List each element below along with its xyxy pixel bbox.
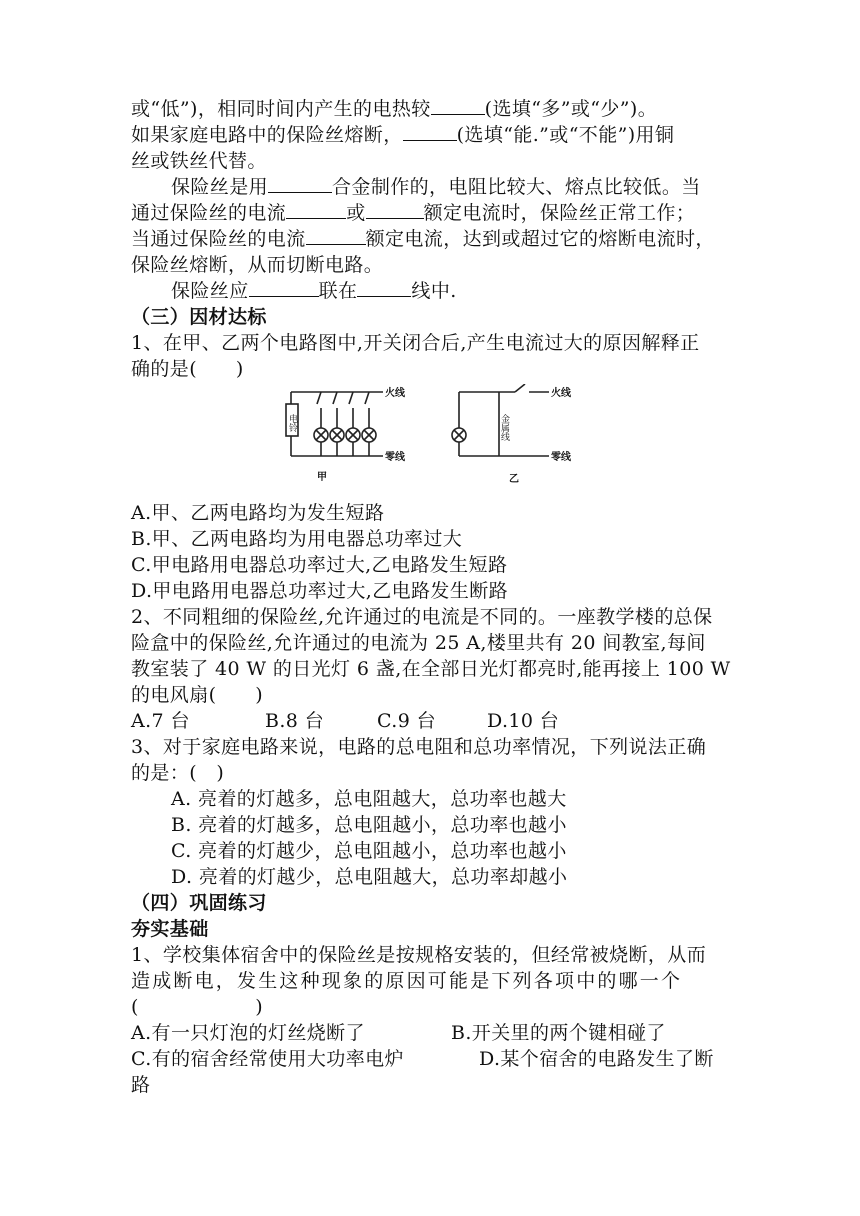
neutral-label-jia: 零线 (385, 452, 405, 463)
subsection-heading: 夯实基础 (131, 918, 209, 940)
blank (249, 278, 319, 297)
live-label-yi: 火线 (551, 388, 571, 399)
circuit-jia (286, 392, 383, 456)
option-continuation: 路 (131, 1074, 151, 1096)
question-text: 的是：( ) (131, 762, 225, 784)
question-text: 2、不同粗细的保险丝,允许通过的电流是不同的。一座教学楼的总保 (131, 606, 713, 628)
option: B.甲、乙两电路均为用电器总功率过大 (131, 528, 463, 550)
question-text: 造成断电，发生这种现象的原因可能是下列各项中的哪一个 (131, 970, 683, 992)
option: A.有一只灯泡的灯丝烧断了 (131, 1022, 365, 1044)
blank (431, 96, 485, 115)
section-heading: （三）因材达标 (131, 306, 267, 328)
text-line: 保险丝熔断，从而切断电路。 (131, 254, 384, 276)
option: D.某个宿舍的电路发生了断 (479, 1048, 714, 1070)
blank (357, 278, 411, 297)
text-line: 或“低”)，相同时间内产生的电热较 (选填“多”或“少”)。 (131, 98, 658, 120)
question-text: 的电风扇( ) (131, 684, 264, 706)
question-text: 1、在甲、乙两个电路图中,开关闭合后,产生电流过大的原因解释正 (131, 332, 700, 354)
blank (286, 200, 346, 219)
question-text: 教室装了 40 W 的日光灯 6 盏,在全部日光灯都亮时,能再接上 100 W (131, 658, 731, 680)
options-row (131, 708, 731, 734)
options-row (131, 1046, 731, 1072)
bell-label: 电铃 (287, 414, 297, 432)
metal-wire-label: 金属线 (499, 414, 509, 441)
question-text: 3、对于家庭电路来说，电路的总电阻和总功率情况，下列说法正确 (131, 736, 707, 758)
blank (268, 174, 332, 193)
text-line: 保险丝应 联在 线中. (171, 280, 457, 302)
question-text: 1、学校集体宿舍中的保险丝是按规格安装的，但经常被烧断，从而 (131, 944, 707, 966)
option: D.甲电路用电器总功率过大,乙电路发生断路 (131, 580, 509, 602)
question-text: 确的是( ) (131, 358, 244, 380)
option: B. 亮着的灯越多，总电阻越小，总功率也越小 (171, 814, 567, 836)
option: B.开关里的两个键相碰了 (451, 1022, 666, 1044)
option: A.甲、乙两电路均为发生短路 (131, 502, 385, 524)
option: C.甲电路用电器总功率过大,乙电路发生短路 (131, 554, 508, 576)
option: C. 亮着的灯越少，总电阻越小，总功率也越小 (171, 840, 567, 862)
option: D.10 台 (487, 710, 560, 732)
options-row (131, 1020, 731, 1046)
section-heading: （四）巩固练习 (131, 892, 267, 914)
question-text: 险盒中的保险丝,允许通过的电流为 25 A,楼里共有 20 间教室,每间 (131, 632, 706, 654)
text-line: 保险丝是用 合金制作的，电阻比较大、熔点比较低。当 (171, 176, 701, 198)
option: D. 亮着的灯越少，总电阻越大，总功率却越小 (171, 866, 568, 888)
option: B.8 台 (265, 710, 325, 732)
blank (403, 122, 457, 141)
text-line: 丝或铁丝代替。 (131, 150, 267, 172)
neutral-label-yi: 零线 (551, 452, 571, 463)
lamp-branches (314, 392, 376, 456)
text-line: 如果家庭电路中的保险丝熔断， (选填“能.”或“不能”)用铜 (131, 124, 675, 146)
caption-jia: 甲 (317, 472, 327, 483)
caption-yi: 乙 (509, 474, 519, 485)
worksheet-page (131, 96, 731, 1098)
live-label-jia: 火线 (385, 388, 405, 399)
switch-yi (515, 384, 525, 392)
text-line: 当通过保险丝的电流 额定电流，达到或超过它的熔断电流时， (131, 228, 715, 250)
option: C.9 台 (377, 710, 437, 732)
text-line: 通过保险丝的电流 或 额定电流时，保险丝正常工作； (131, 202, 696, 224)
blank (366, 200, 424, 219)
blank (306, 226, 366, 245)
option: A. 亮着的灯越多，总电阻越大，总功率也越大 (171, 788, 567, 810)
circuit-figure (131, 384, 731, 496)
option: A.7 台 (131, 710, 190, 732)
option: C.有的宿舍经常使用大功率电炉 (131, 1048, 404, 1070)
circuit-diagrams (131, 384, 731, 496)
question-text: ( ) (131, 996, 264, 1018)
